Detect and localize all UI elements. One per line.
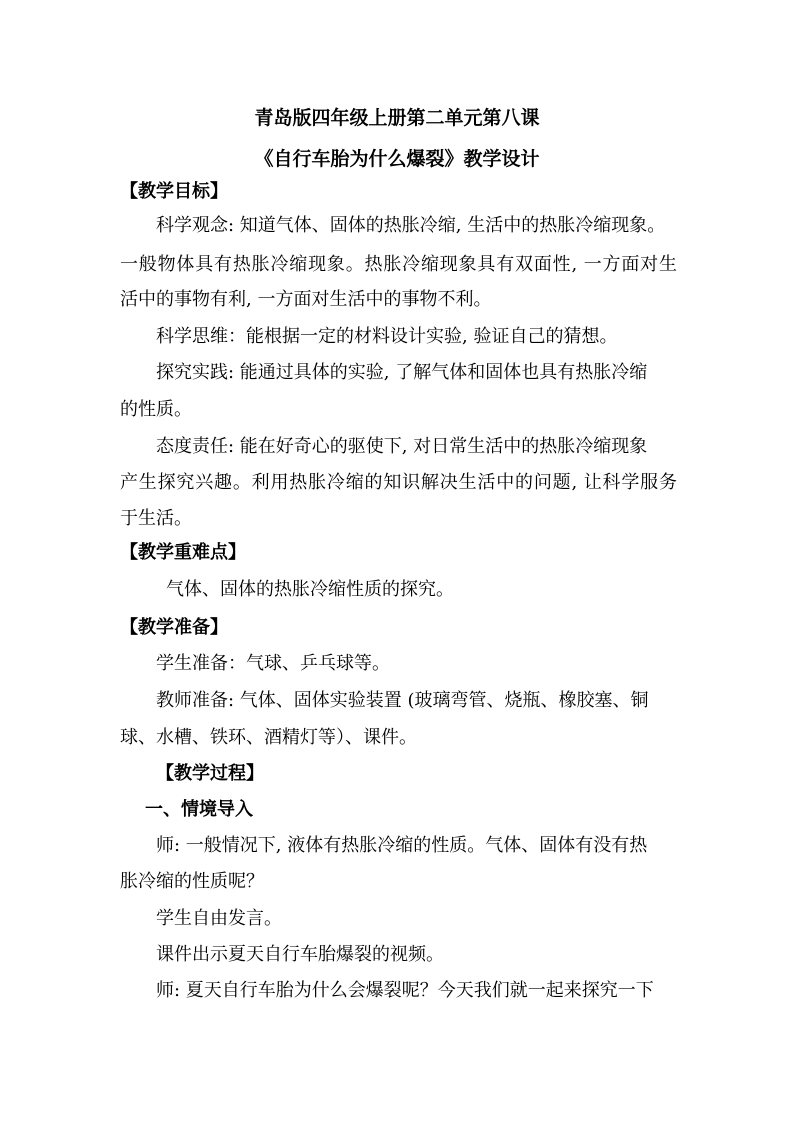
paragraph-line: 的性质。 [120,399,192,420]
paragraph-line: 于生活。 [120,508,192,529]
paragraph-line: 学生自由发言。 [156,908,282,929]
paragraph-line: 师: 一般情况下, 液体有热胀冷缩的性质。气体、固体有没有热 [156,835,648,856]
paragraph-line: 科学思维：能根据一定的材料设计实验, 验证自己的猜想。 [156,326,618,347]
paragraph-line: 一般物体具有热胀冷缩现象。热胀冷缩现象具有双面性, 一方面对生 [120,254,677,275]
paragraph-line: 课件出示夏天自行车胎爆裂的视频。 [156,944,444,965]
paragraph-line: 探究实践: 能通过具体的实验, 了解气体和固体也具有热胀冷缩 [156,362,648,383]
paragraph-line: 科学观念: 知道气体、固体的热胀冷缩, 生活中的热胀冷缩现象。 [156,215,666,236]
paragraph-line: 球、水槽、铁环、酒精灯等）、课件。 [120,727,417,748]
paragraph-line: 胀冷缩的性质呢？ [120,871,264,892]
paragraph-line: 教师准备: 气体、固体实验装置 (玻璃弯管、烧瓶、橡胶塞、铜 [156,690,649,711]
section-heading-intro: 一、情境导入 [145,799,253,820]
paragraph-line: 活中的事物有利, 一方面对生活中的事物不利。 [120,289,492,310]
section-heading-key-points: 【教学重难点】 [120,542,246,563]
paragraph-line: 气体、固体的热胀冷缩性质的探究。 [166,579,454,600]
paragraph-line: 产生探究兴趣。利用热胀冷缩的知识解决生活中的问题, 让科学服务 [120,472,677,493]
section-heading-goals: 【教学目标】 [120,181,228,202]
paragraph-line: 师: 夏天自行车胎为什么会爆裂呢？今天我们就一起来探究一下 [156,980,654,1001]
document-title-line2: 《自行车胎为什么爆裂》教学设计 [254,148,540,170]
paragraph-line: 学生准备：气球、乒乓球等。 [156,653,390,674]
section-heading-preparation: 【教学准备】 [120,617,228,638]
section-heading-process: 【教学过程】 [156,763,264,784]
paragraph-line: 态度责任: 能在好奇心的驱使下, 对日常生活中的热胀冷缩现象 [156,436,648,457]
document-title-line1: 青岛版四年级上册第二单元第八课 [254,107,540,129]
